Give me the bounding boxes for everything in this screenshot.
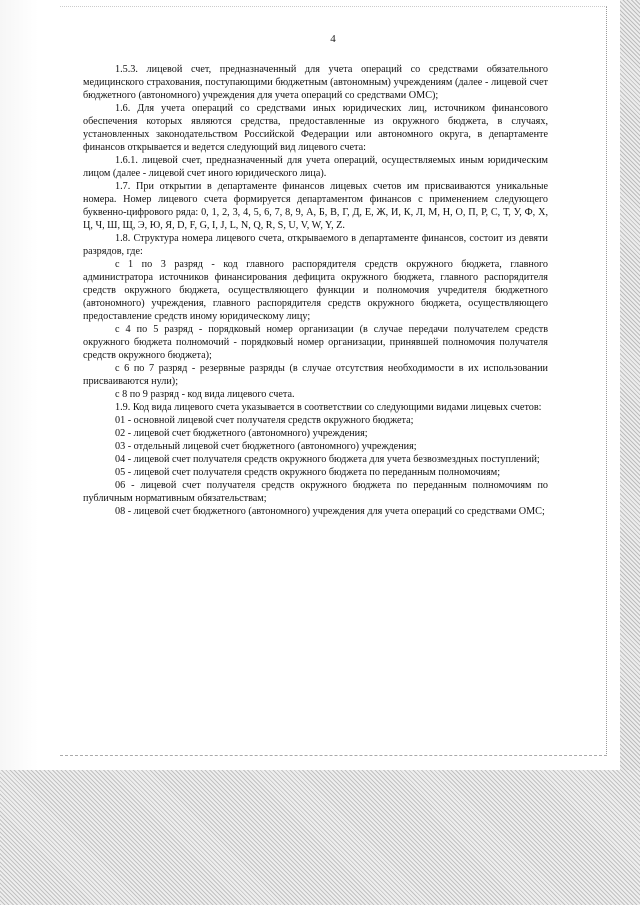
paragraph-1-8: 1.8. Структура номера лицевого счета, открываемого в департаменте финансов, состоит из девяти разрядов, где:	[83, 233, 548, 257]
scan-margin-left	[0, 0, 38, 770]
list-item-code-03: 03 - отдельный лицевой счет бюджетного (автономного) учреждения;	[115, 441, 417, 452]
list-item-digits-1-3: с 1 по 3 разряд - код главного распорядителя средств окружного бюджета, главного администратора источников финансирования дефицита окружного бюджета, главного распорядителя средств окружного бюджета, осуществляющего функции и полномочия учредителя бюджетного (автономного) учреждения, главного распорядителя средств окружного бюджета, осуществляющего предоставление средств иному юридическому лицу;	[83, 259, 548, 322]
paragraph-1-6: 1.6. Для учета операций со средствами иных юридических лиц, источником финансового обеспечения которых являются средства, предоставленные из окружного бюджета, в случаях, установленных законодательством Российской Федерации или автономного округа, в департаменте финансов открывается и ведется следующий вид лицевого счета:	[83, 103, 548, 153]
list-item-digits-4-5: с 4 по 5 разряд - порядковый номер организации (в случае передачи получателем средств окружного бюджета полномочий - порядковый номер организации, принявшей полномочия получателя средств окружного бюджета);	[83, 324, 548, 361]
document-body	[83, 63, 548, 518]
list-item-digits-6-7: с 6 по 7 разряд - резервные разряды (в случае отсутствия необходимости в их использовании присваиваются нули);	[83, 363, 548, 387]
list-item-code-06: 06 - лицевой счет получателя средств окружного бюджета по переданным полномочиям по публичным нормативным обязательствам;	[83, 480, 548, 504]
scan-margin-bottom	[0, 770, 640, 905]
paragraph-1-5-3: 1.5.3. лицевой счет, предназначенный для учета операций со средствами обязательного медицинского страхования, поступающими бюджетным (автономным) учреждениям (далее - лицевой счет бюджетного (автономного) учреждения для учета операций со средствами ОМС);	[83, 64, 548, 101]
list-item-digits-8-9: с 8 по 9 разряд - код вида лицевого счета.	[115, 389, 295, 400]
paragraph-1-9: 1.9. Код вида лицевого счета указывается в соответствии со следующими видами лицевых счетов:	[115, 402, 542, 413]
page-number: 4	[330, 33, 336, 45]
list-item-code-08: 08 - лицевой счет бюджетного (автономного) учреждения для учета операций со средствами ОМС;	[115, 506, 545, 517]
paragraph-1-7: 1.7. При открытии в департаменте финансов лицевых счетов им присваиваются уникальные номера. Номер лицевого счета формируется департаментом финансов с применением следующего буквенно-цифрового ряда: 0, 1, 2, 3, 4, 5, 6, 7, 8, 9, А, Б, В, Г, Д, Е, Ж, И, К, Л, М, Н, О, П, Р, С, Т, У, Ф, Х, Ц, Ч, Ш, Щ, Э, Ю, Я, D, F, G, I, J, L, N, Q, R, S, U, V, W, Y, Z.	[83, 181, 548, 231]
scan-margin-right	[620, 0, 640, 770]
list-item-code-01: 01 - основной лицевой счет получателя средств окружного бюджета;	[115, 415, 414, 426]
list-item-code-02: 02 - лицевой счет бюджетного (автономного) учреждения;	[115, 428, 368, 439]
paragraph-1-6-1: 1.6.1. лицевой счет, предназначенный для учета операций, осуществляемых иным юридическим лицом (далее - лицевой счет иного юридического лица).	[83, 155, 548, 179]
list-item-code-04: 04 - лицевой счет получателя средств окружного бюджета для учета безвозмездных поступлений;	[115, 454, 540, 465]
list-item-code-05: 05 - лицевой счет получателя средств окружного бюджета по переданным полномочиям;	[115, 467, 501, 478]
